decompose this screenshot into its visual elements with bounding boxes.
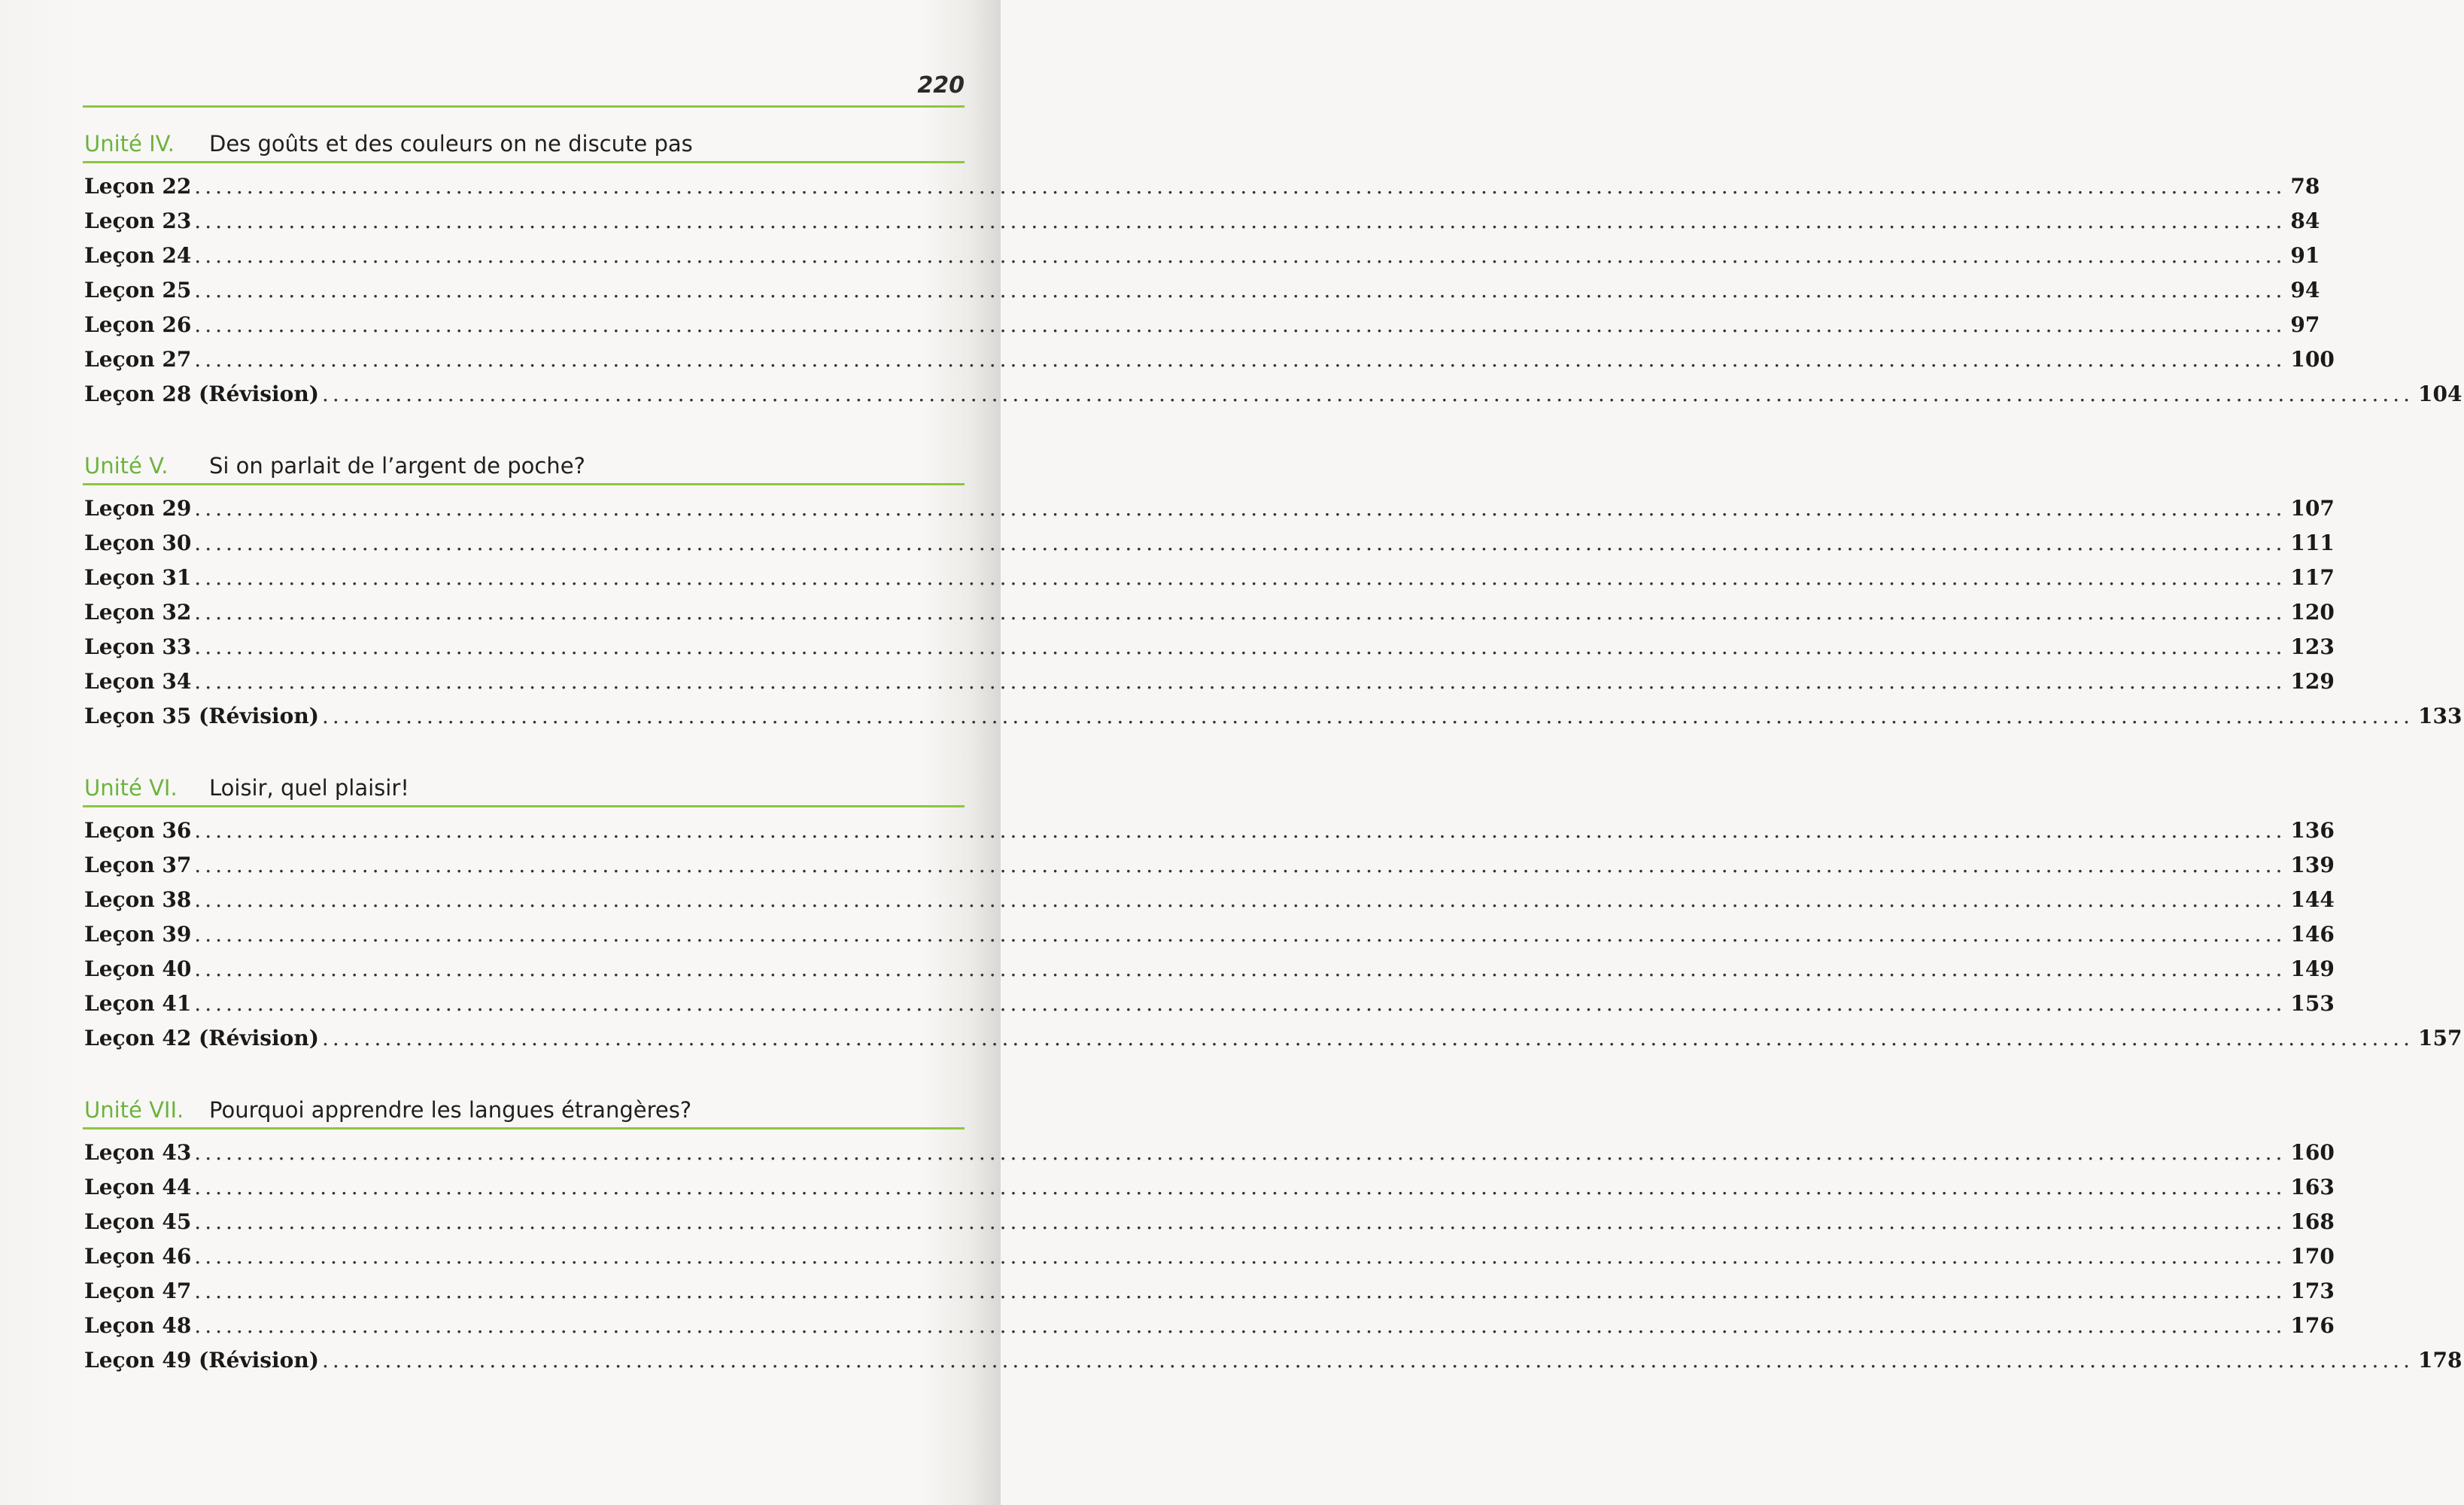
lesson-title: Leçon 44 (84, 1175, 192, 1199)
lesson-page-number: 123 (2290, 634, 2335, 659)
lesson-title: Leçon 31 (84, 565, 192, 590)
toc-entry[interactable] (83, 917, 2335, 952)
lesson-page-number: 170 (2290, 1244, 2335, 1269)
lesson-page-number: 129 (2290, 669, 2335, 694)
dot-leader: ........................................................................................................................................................................................................ (194, 1244, 2286, 1269)
dot-leader: ........................................................................................................................................................................................................ (194, 956, 2286, 981)
dot-leader: ........................................................................................................................................................................................................ (194, 991, 2286, 1016)
toc-entry[interactable] (83, 595, 2335, 630)
lesson-list (83, 1136, 2462, 1378)
lesson-title: Leçon 34 (84, 669, 192, 694)
dot-leader: ........................................................................................................................................................................................................ (194, 174, 2286, 199)
unit-5 (83, 448, 2462, 734)
dot-leader: ........................................................................................................................................................................................................ (194, 818, 2286, 843)
lesson-page-number: 136 (2290, 818, 2335, 843)
lesson-page-number: 111 (2290, 531, 2335, 555)
dot-leader: ........................................................................................................................................................................................................ (194, 634, 2286, 659)
toc-entry[interactable] (83, 1343, 2462, 1378)
lesson-page-number: 157 (2418, 1026, 2462, 1050)
toc-entry[interactable] (83, 308, 2320, 342)
toc-entry[interactable] (83, 883, 2335, 917)
toc-entry[interactable] (83, 1205, 2335, 1239)
lesson-title: Leçon 26 (84, 312, 192, 337)
dot-leader: ........................................................................................................................................................................................................ (321, 382, 2414, 406)
lesson-page-number: 146 (2290, 922, 2335, 947)
lesson-title: Leçon 38 (84, 887, 192, 912)
lesson-title: Leçon 23 (84, 208, 192, 233)
lesson-page-number: 149 (2290, 956, 2335, 981)
page-number: 220 (917, 72, 965, 99)
lesson-page-number: 178 (2418, 1348, 2462, 1373)
dot-leader: ........................................................................................................................................................................................................ (194, 600, 2286, 625)
dot-leader: ........................................................................................................................................................................................................ (194, 531, 2286, 555)
lesson-page-number: 107 (2290, 496, 2335, 521)
toc-entry[interactable] (83, 561, 2335, 595)
unit-title: Pourquoi apprendre les langues étrangères? (209, 1097, 692, 1123)
lesson-page-number: 144 (2290, 887, 2335, 912)
toc-entry[interactable] (83, 987, 2335, 1021)
lesson-title: Leçon 28 (Révision) (84, 382, 319, 406)
unit-header (83, 1093, 965, 1130)
lesson-title: Leçon 40 (84, 956, 192, 981)
lesson-title: Leçon 49 (Révision) (84, 1348, 319, 1373)
lesson-title: Leçon 41 (84, 991, 192, 1016)
lesson-title: Leçon 39 (84, 922, 192, 947)
toc-entry[interactable] (83, 630, 2335, 664)
lesson-title: Leçon 30 (84, 531, 192, 555)
lesson-title: Leçon 37 (84, 853, 192, 877)
header-rule (83, 105, 965, 108)
lesson-title: Leçon 32 (84, 600, 192, 625)
dot-leader: ........................................................................................................................................................................................................ (194, 278, 2286, 303)
lesson-list (83, 491, 2462, 734)
lesson-page-number: 94 (2290, 278, 2320, 303)
unit-header (83, 771, 965, 807)
lesson-page-number: 117 (2290, 565, 2335, 590)
lesson-title: Leçon 42 (Révision) (84, 1026, 319, 1050)
unit-title: Des goûts et des couleurs on ne discute pas (209, 131, 693, 157)
toc-entry[interactable] (83, 169, 2320, 204)
toc-entry[interactable] (83, 526, 2335, 561)
toc-entry[interactable] (83, 491, 2335, 526)
dot-leader: ........................................................................................................................................................................................................ (194, 1209, 2286, 1234)
toc-entry[interactable] (83, 1274, 2335, 1309)
toc-entry[interactable] (83, 1309, 2335, 1343)
lesson-page-number: 104 (2418, 382, 2462, 406)
unit-6 (83, 771, 2462, 1056)
dot-leader: ........................................................................................................................................................................................................ (194, 1313, 2286, 1338)
lesson-title: Leçon 45 (84, 1209, 192, 1234)
toc-entry[interactable] (83, 1136, 2335, 1170)
dot-leader: ........................................................................................................................................................................................................ (194, 1175, 2286, 1199)
lesson-page-number: 173 (2290, 1278, 2335, 1303)
lesson-title: Leçon 27 (84, 347, 192, 372)
lesson-title: Leçon 29 (84, 496, 192, 521)
lesson-title: Leçon 25 (84, 278, 192, 303)
lesson-title: Leçon 36 (84, 818, 192, 843)
toc-entry[interactable] (83, 1021, 2462, 1056)
unit-label: Unité V. (84, 453, 169, 479)
unit-title: Si on parlait de l’argent de poche? (209, 453, 585, 479)
lesson-title: Leçon 24 (84, 243, 192, 268)
toc-entry[interactable] (83, 1170, 2335, 1205)
unit-4 (83, 126, 2462, 412)
toc-entry[interactable] (83, 848, 2335, 883)
lesson-title: Leçon 22 (84, 174, 192, 199)
lesson-page-number: 168 (2290, 1209, 2335, 1234)
lesson-page-number: 91 (2290, 243, 2320, 268)
lesson-page-number: 84 (2290, 208, 2320, 233)
lesson-title: Leçon 35 (Révision) (84, 704, 319, 728)
lesson-page-number: 153 (2290, 991, 2335, 1016)
dot-leader: ........................................................................................................................................................................................................ (194, 669, 2286, 694)
lesson-page-number: 100 (2290, 347, 2335, 372)
dot-leader: ........................................................................................................................................................................................................ (194, 1140, 2286, 1165)
toc-entry[interactable] (83, 377, 2462, 412)
lesson-page-number: 97 (2290, 312, 2320, 337)
dot-leader: ........................................................................................................................................................................................................ (194, 1278, 2286, 1303)
toc-entry[interactable] (83, 239, 2320, 273)
lesson-title: Leçon 33 (84, 634, 192, 659)
unit-label: Unité VI. (84, 775, 178, 801)
dot-leader: ........................................................................................................................................................................................................ (194, 208, 2286, 233)
lesson-list (83, 169, 2462, 412)
toc-entry[interactable] (83, 664, 2335, 699)
lesson-page-number: 120 (2290, 600, 2335, 625)
dot-leader: ........................................................................................................................................................................................................ (194, 922, 2286, 947)
dot-leader: ........................................................................................................................................................................................................ (194, 347, 2286, 372)
toc-entry[interactable] (83, 342, 2335, 377)
lesson-page-number: 176 (2290, 1313, 2335, 1338)
dot-leader: ........................................................................................................................................................................................................ (321, 1026, 2414, 1050)
toc-entry[interactable] (83, 204, 2320, 239)
lesson-list (83, 813, 2462, 1056)
lesson-title: Leçon 46 (84, 1244, 192, 1269)
toc-entry[interactable] (83, 1239, 2335, 1274)
dot-leader: ........................................................................................................................................................................................................ (194, 312, 2286, 337)
dot-leader: ........................................................................................................................................................................................................ (321, 1348, 2414, 1373)
toc-entry[interactable] (83, 813, 2335, 848)
toc-entry[interactable] (83, 699, 2462, 734)
lesson-page-number: 139 (2290, 853, 2335, 877)
dot-leader: ........................................................................................................................................................................................................ (194, 496, 2286, 521)
dot-leader: ........................................................................................................................................................................................................ (194, 565, 2286, 590)
unit-label: Unité VII. (84, 1097, 184, 1123)
dot-leader: ........................................................................................................................................................................................................ (194, 887, 2286, 912)
lesson-page-number: 160 (2290, 1140, 2335, 1165)
lesson-page-number: 163 (2290, 1175, 2335, 1199)
unit-header (83, 126, 965, 163)
dot-leader: ........................................................................................................................................................................................................ (194, 853, 2286, 877)
lesson-title: Leçon 48 (84, 1313, 192, 1338)
lesson-title: Leçon 47 (84, 1278, 192, 1303)
unit-label: Unité IV. (84, 131, 175, 157)
unit-7 (83, 1093, 2462, 1378)
lesson-page-number: 78 (2290, 174, 2320, 199)
lesson-title: Leçon 43 (84, 1140, 192, 1165)
toc-entry[interactable] (83, 952, 2335, 987)
toc-entry[interactable] (83, 273, 2320, 308)
unit-header (83, 448, 965, 485)
lesson-page-number: 133 (2418, 704, 2462, 728)
dot-leader: ........................................................................................................................................................................................................ (194, 243, 2286, 268)
unit-title: Loisir, quel plaisir! (209, 775, 409, 801)
dot-leader: ........................................................................................................................................................................................................ (321, 704, 2414, 728)
